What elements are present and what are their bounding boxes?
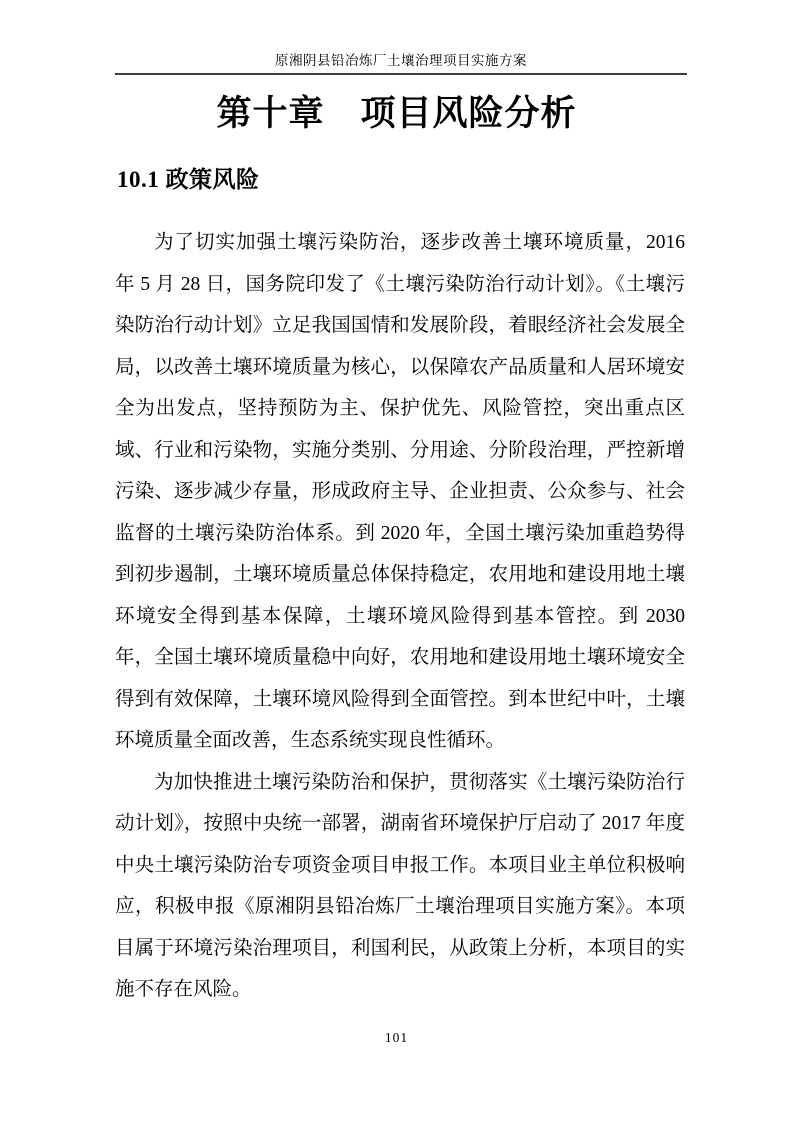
section-heading: 10.1 政策风险 bbox=[117, 167, 260, 192]
paragraph: 为加快推进土壤污染防治和保护，贯彻落实《土壤污染防治行动计划》，按照中央统一部署，湖南省环境保护厅启动了 2017 年度中央土壤污染防治专项资金项目申报工作。本项目业主单位积极响应，积极申报《原湘阴县铅冶炼厂土壤治理项目实施方案》。本项目属于环境污染治理项目，利国利民，从政策上分析，本项目的实施不存在风险。 bbox=[115, 771, 685, 1000]
page-number: 101 bbox=[384, 1030, 409, 1045]
paragraph: 为了切实加强土壤污染防治，逐步改善土壤环境质量，2016 年 5 月 28 日，国务院印发了《土壤污染防治行动计划》。《土壤污染防治行动计划》立足我国国情和发展阶段，着眼经济社会发展全局，以改善土壤环境质量为核心，以保障农产品质量和人居环境安全为出发点，坚持预防为主、保护优先、风险管控，突出重点区域、行业和污染物，实施分类别、分用途、分阶段治理，严控新增污染、逐步减少存量，形成政府主导、企业担责、公众参与、社会监督的土壤污染防治体系。到 2020 年，全国土壤污染加重趋势得到初步遏制，土壤环境质量总体保持稳定，农用地和建设用地土壤环境安全得到基本保障，土壤环境风险得到基本管控。到 2030 年，全国土壤环境质量稳中向好，农用地和建设用地土壤环境安全得到有效保障，土壤环境风险得到全面管控。到本世纪中叶，土壤环境质量全面改善，生态系统实现良性循环。 bbox=[115, 232, 685, 751]
document-body bbox=[115, 222, 685, 1011]
chapter-title: 第十章 项目风险分析 bbox=[216, 94, 577, 133]
page-header-text: 原湘阴县铅冶炼厂土壤治理项目实施方案 bbox=[275, 53, 527, 68]
page-header bbox=[115, 52, 687, 75]
